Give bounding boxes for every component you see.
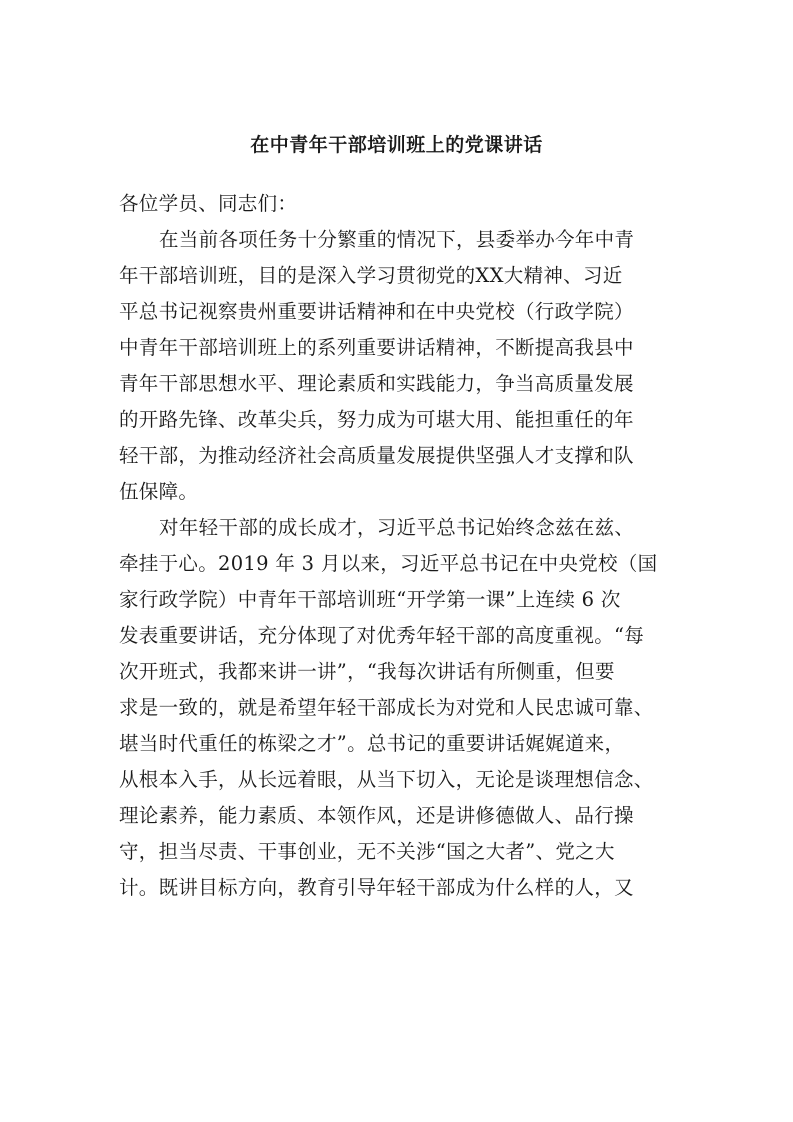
paragraph-1 <box>119 222 689 510</box>
document-body <box>119 186 689 906</box>
paragraph-line: 守，担当尽责、干事创业，无不关涉“国之大者”、党之大 <box>119 840 615 863</box>
paragraph-line: 计。既讲目标方向，教育引导年轻干部成为什么样的人，又 <box>119 876 634 899</box>
paragraph-line: 平总书记视察贵州重要讲话精神和在中央党校（行政学院） <box>119 300 634 323</box>
paragraph-line: 中青年干部培训班上的系列重要讲话精神，不断提高我县中 <box>119 336 634 359</box>
paragraph-line: 青年干部思想水平、理论素质和实践能力，争当高质量发展 <box>119 372 634 395</box>
paragraph-line: 从根本入手，从长远着眼，从当下切入，无论是谈理想信念、 <box>119 768 654 791</box>
paragraph-line: 的开路先锋、改革尖兵，努力成为可堪大用、能担重任的年 <box>119 408 634 431</box>
paragraph-line: 年干部培训班，目的是深入学习贯彻党的XX大精神、习近 <box>119 264 623 287</box>
greeting: 各位学员、同志们： <box>119 192 298 215</box>
paragraph-line: 发表重要讲话，充分体现了对优秀年轻干部的高度重视。“每 <box>119 624 645 647</box>
paragraph-line: 堪当时代重任的栋梁之才”。总书记的重要讲话娓娓道来， <box>119 732 625 755</box>
paragraph-line: 次开班式，我都来讲一讲”，“我每次讲话有所侧重，但要 <box>119 660 615 683</box>
document-title: 在中青年干部培训班上的党课讲话 <box>250 134 543 156</box>
paragraph-line: 理论素养，能力素质、本领作风，还是讲修德做人、品行操 <box>119 804 634 827</box>
paragraph-line: 家行政学院）中青年干部培训班“开学第一课”上连续 6 次 <box>119 588 621 611</box>
paragraph-line: 求是一致的，就是希望年轻干部成长为对党和人民忠诚可靠、 <box>119 696 654 719</box>
paragraph-line: 在当前各项任务十分繁重的情况下，县委举办今年中青 <box>159 228 635 251</box>
paragraph-line: 伍保障。 <box>119 480 199 503</box>
paragraph-line: 对年轻干部的成长成才，习近平总书记始终念兹在兹、 <box>159 516 635 539</box>
paragraph-2 <box>119 510 689 906</box>
paragraph-line: 牵挂于心。2019 年 3 月以来，习近平总书记在中央党校（国 <box>119 552 658 575</box>
paragraph-line: 轻干部，为推动经济社会高质量发展提供坚强人才支撑和队 <box>119 444 634 467</box>
